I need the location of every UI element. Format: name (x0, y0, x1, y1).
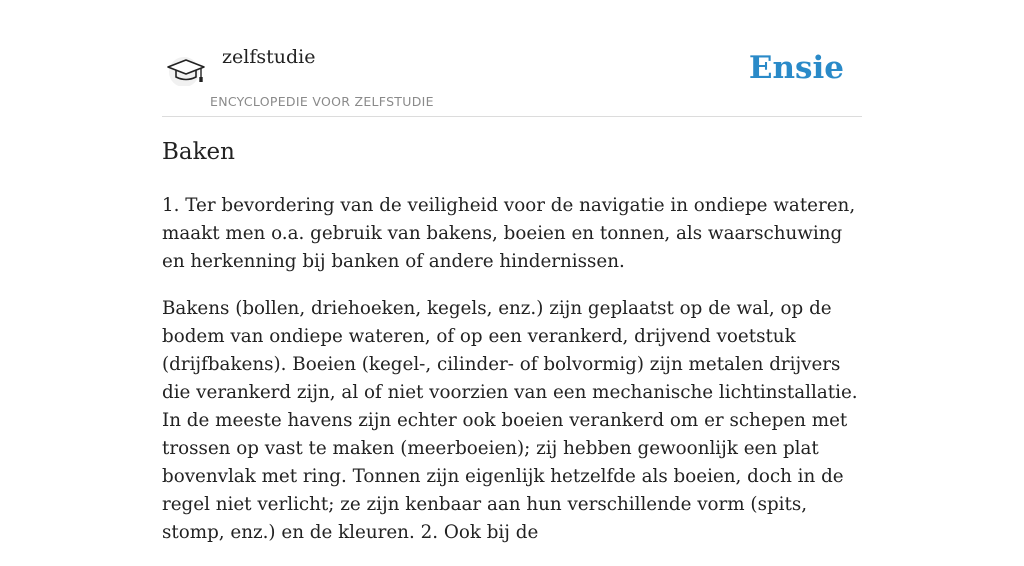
article-body (162, 192, 867, 566)
article-paragraph: Bakens (bollen, driehoeken, kegels, enz.) zijn geplaatst op de wal, op de bodem van ondiepe wateren, of op een verankerd, drijvend voetstuk (drijfbakens). Boeien (kegel-, cilinder- of bolvormig) zijn metalen drijvers die verankerd zijn, al of niet voorzien van een mechanische lichtinstallatie. In de meeste havens zijn echter ook boeien verankerd om er schepen met trossen op vast te maken (meerboeien); zij hebben gewoonlijk een plat bovenvlak met ring. Tonnen zijn eigenlijk hetzelfde als boeien, doch in de regel niet verlicht; ze zijn kenbaar aan hun verschillende vorm (spits, stomp, enz.) en de kleuren. 2. Ook bij de (162, 298, 858, 543)
graduation-cap-icon[interactable] (166, 56, 206, 86)
page (162, 0, 862, 543)
article-title: Baken (162, 139, 235, 165)
article-paragraph: 1. Ter bevordering van de veiligheid voor de navigatie in ondiepe wateren, maakt men o.a. gebruik van bakens, boeien en tonnen, als waarschuwing en herkenning bij banken of andere hindernissen. (162, 195, 856, 272)
brand-logo-link[interactable]: Ensie (748, 50, 844, 86)
site-header (162, 0, 862, 117)
site-name[interactable]: zelfstudie (222, 46, 316, 68)
site-tagline: ENCYCLOPEDIE VOOR ZELFSTUDIE (210, 94, 434, 109)
